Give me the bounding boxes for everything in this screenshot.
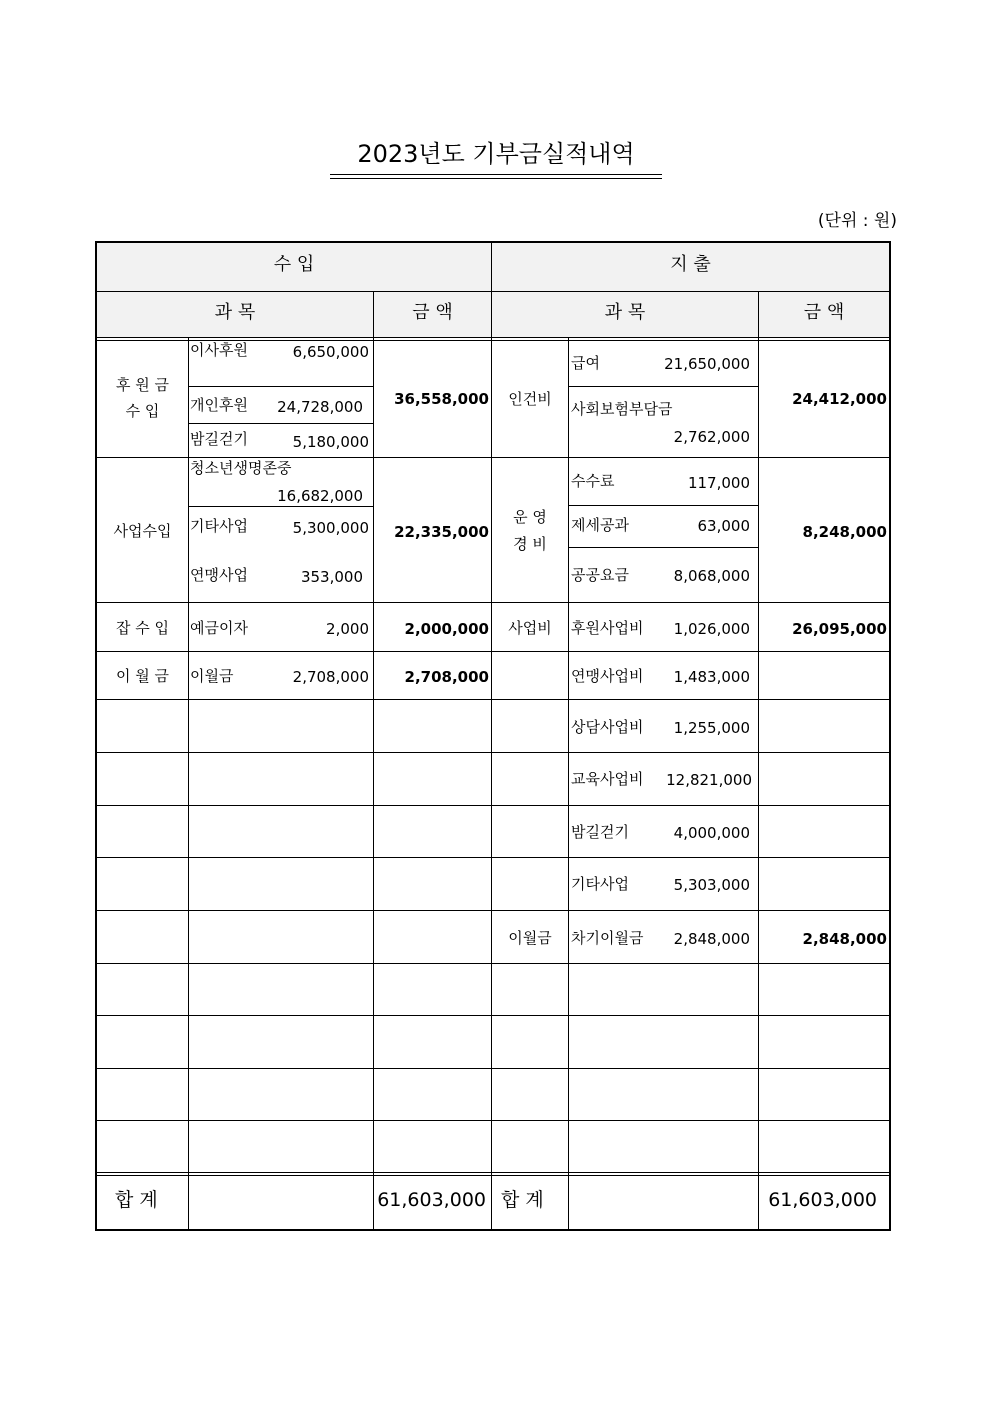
income-total: 2,000,000 [404, 620, 489, 638]
donation-table [95, 241, 891, 1231]
expense-item-name: 공공요금 [571, 566, 629, 584]
income-sum: 61,603,000 [377, 1189, 486, 1211]
income-item-amount: 5,300,000 [292, 519, 369, 537]
income-item-name: 밤길걷기 [190, 430, 248, 448]
table-rule-horizontal [97, 1015, 889, 1016]
income-item-amount: 353,000 [300, 568, 363, 586]
expense-item-name: 상담사업비 [571, 718, 644, 736]
table-rule-vertical [188, 337, 189, 1229]
expense-category-project: 사업비 [508, 619, 552, 637]
income-item-name: 이사후원 [190, 341, 248, 359]
income-total: 36,558,000 [394, 390, 489, 408]
income-item-amount: 2,000 [326, 620, 369, 638]
expense-item-amount: 1,026,000 [673, 620, 750, 638]
page-title: 2023년도 기부금실적내역 [357, 140, 635, 168]
income-category-donation-2: 수 입 [125, 402, 160, 420]
expense-sum: 61,603,000 [768, 1189, 877, 1211]
expense-item-name: 제세공과 [571, 516, 629, 534]
expense-item-name: 기타사업 [571, 875, 629, 893]
expense-amount-header: 금 액 [803, 302, 845, 323]
expense-total: 24,412,000 [792, 390, 887, 408]
income-category-misc: 잡 수 입 [115, 619, 169, 637]
expense-item-amount: 2,848,000 [673, 930, 750, 948]
expense-item-name: 밤길걷기 [571, 823, 629, 841]
table-rule-horizontal [568, 547, 758, 548]
income-total: 2,708,000 [404, 668, 489, 686]
expense-item-name: 연맹사업비 [571, 667, 644, 685]
table-rule-horizontal [97, 805, 889, 806]
income-total: 22,335,000 [394, 523, 489, 541]
title-underline-2 [330, 178, 662, 179]
income-sum-label: 합 계 [115, 1189, 158, 1211]
table-rule-vertical [568, 337, 569, 1229]
expense-item-name: 급여 [571, 354, 600, 372]
expense-item-name: 수수료 [571, 472, 615, 490]
income-item-amount: 2,708,000 [292, 668, 369, 686]
expense-category-carryover: 이월금 [508, 929, 552, 947]
income-item-name: 개인후원 [190, 396, 248, 414]
table-rule-horizontal [97, 1175, 889, 1176]
income-item-amount: 6,650,000 [292, 343, 369, 361]
table-rule-horizontal [97, 457, 889, 458]
table-rule-horizontal [188, 386, 373, 387]
income-item-amount: 5,180,000 [292, 433, 369, 451]
table-rule-horizontal [97, 602, 889, 603]
expense-item-amount: 4,000,000 [673, 824, 750, 842]
expense-item-amount: 5,303,000 [673, 876, 750, 894]
table-rule-horizontal [188, 506, 373, 507]
expense-subject-header: 과 목 [604, 302, 646, 323]
income-item-name: 예금이자 [190, 619, 248, 637]
income-category-donation: 후 원 금 [115, 376, 169, 394]
expense-item-name: 차기이월금 [571, 929, 644, 947]
income-item-name: 이월금 [190, 667, 234, 685]
expense-item-name: 사회보험부담금 [571, 400, 673, 418]
expense-item-amount: 1,483,000 [673, 668, 750, 686]
income-category-carryover: 이 월 금 [115, 667, 169, 685]
expense-item-amount: 12,821,000 [666, 771, 752, 789]
expense-item-amount: 117,000 [687, 474, 750, 492]
income-item-name: 청소년생명존중 [190, 459, 292, 477]
expense-item-amount: 1,255,000 [673, 719, 750, 737]
table-rule-horizontal [568, 386, 758, 387]
table-rule-horizontal [97, 699, 889, 700]
table-rule-horizontal [97, 910, 889, 911]
table-rule-horizontal [97, 963, 889, 964]
title-underline [330, 174, 662, 175]
table-rule-horizontal [97, 857, 889, 858]
table-rule-horizontal [568, 505, 758, 506]
income-item-name: 기타사업 [190, 517, 248, 535]
expense-total: 8,248,000 [802, 523, 887, 541]
table-rule-horizontal [97, 1172, 889, 1173]
expense-item-amount: 2,762,000 [673, 428, 750, 446]
table-rule-horizontal [97, 1120, 889, 1121]
table-rule-vertical [758, 291, 759, 1229]
expense-item-name: 교육사업비 [571, 770, 644, 788]
table-rule-horizontal [97, 337, 889, 338]
table-rule-horizontal [97, 651, 889, 652]
expense-total: 26,095,000 [792, 620, 887, 638]
expense-item-amount: 21,650,000 [664, 355, 750, 373]
table-rule-horizontal [188, 423, 373, 424]
expense-header: 지 출 [670, 254, 711, 275]
income-category-business: 사업수입 [113, 522, 172, 540]
expense-item-amount: 8,068,000 [673, 567, 750, 585]
income-subject-header: 과 목 [214, 302, 256, 323]
expense-total: 2,848,000 [802, 930, 887, 948]
expense-category-personnel: 인건비 [508, 390, 552, 408]
expense-item-amount: 63,000 [697, 517, 750, 535]
expense-item-name: 후원사업비 [571, 619, 644, 637]
table-rule-vertical [373, 291, 374, 1229]
expense-category-operation-2: 경 비 [513, 535, 547, 553]
income-item-amount: 16,682,000 [277, 487, 363, 505]
table-rule-horizontal [97, 752, 889, 753]
income-item-name: 연맹사업 [190, 566, 248, 584]
income-item-amount: 24,728,000 [277, 398, 363, 416]
table-rule-horizontal [97, 291, 889, 292]
income-header: 수 입 [273, 254, 315, 275]
income-amount-header: 금 액 [412, 302, 453, 323]
unit-label: (단위 : 원) [817, 211, 897, 231]
table-rule-horizontal [97, 1068, 889, 1069]
expense-category-operation: 운 영 [513, 508, 547, 526]
expense-sum-label: 합 계 [501, 1189, 544, 1211]
